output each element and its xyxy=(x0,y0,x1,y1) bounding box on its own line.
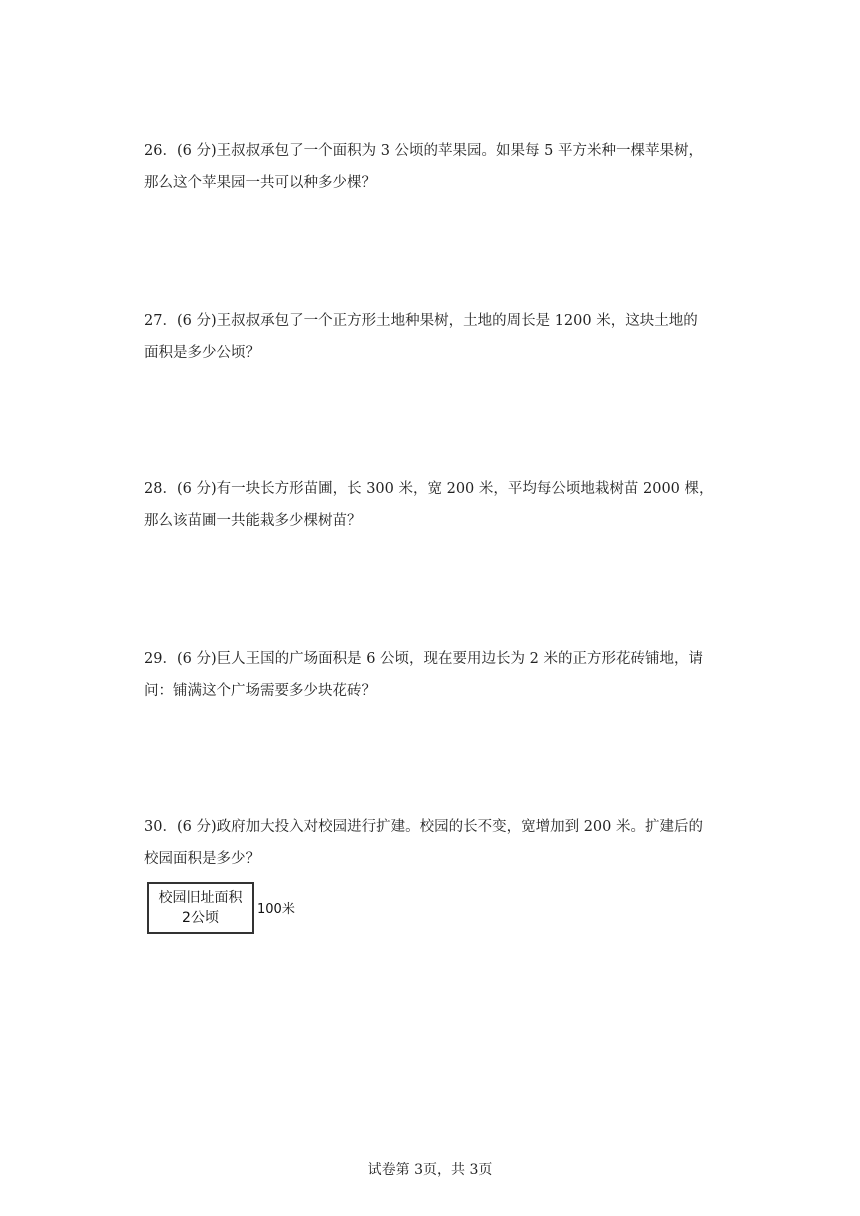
question-29-line-1: 29．(6 分)巨人王国的广场面积是 6 公顷，现在要用边长为 2 米的正方形花砖铺地，请 xyxy=(144,651,703,667)
question-26-line-2: 那么这个苹果园一共可以种多少棵？ xyxy=(144,175,376,191)
question-27-line-1: 27．(6 分)王叔叔承包了一个正方形土地种果树，土地的周长是 1200 米，这块土地的 xyxy=(144,313,698,329)
campus-area-figure xyxy=(147,882,307,942)
question-27 xyxy=(144,305,734,369)
question-30-line-2: 校园面积是多少？ xyxy=(144,851,260,867)
campus-width-label: 100米 xyxy=(257,902,295,917)
campus-rectangle xyxy=(147,882,254,934)
question-30 xyxy=(144,811,734,875)
question-30-line-1: 30．(6 分)政府加大投入对校园进行扩建。校园的长不变，宽增加到 200 米。扩建后的 xyxy=(144,819,703,835)
question-27-line-2: 面积是多少公顷？ xyxy=(144,345,260,361)
question-26-line-1: 26．(6 分)王叔叔承包了一个面积为 3 公顷的苹果园。如果每 5 平方米种一棵苹果树， xyxy=(144,143,703,159)
campus-area-value: 2公顷 xyxy=(182,910,219,926)
question-28-line-1: 28．(6 分)有一块长方形苗圃，长 300 米，宽 200 米，平均每公顷地栽树苗 2000 棵， xyxy=(144,481,714,497)
page-footer: 试卷第 3页，共 3页 xyxy=(367,1162,493,1178)
question-28-line-2: 那么该苗圃一共能栽多少棵树苗？ xyxy=(144,513,362,529)
question-28 xyxy=(144,473,734,537)
question-29-line-2: 问：铺满这个广场需要多少块花砖？ xyxy=(144,683,376,699)
question-29 xyxy=(144,643,734,707)
question-26 xyxy=(144,135,734,199)
campus-rectangle-label: 校园旧址面积 xyxy=(158,890,243,906)
